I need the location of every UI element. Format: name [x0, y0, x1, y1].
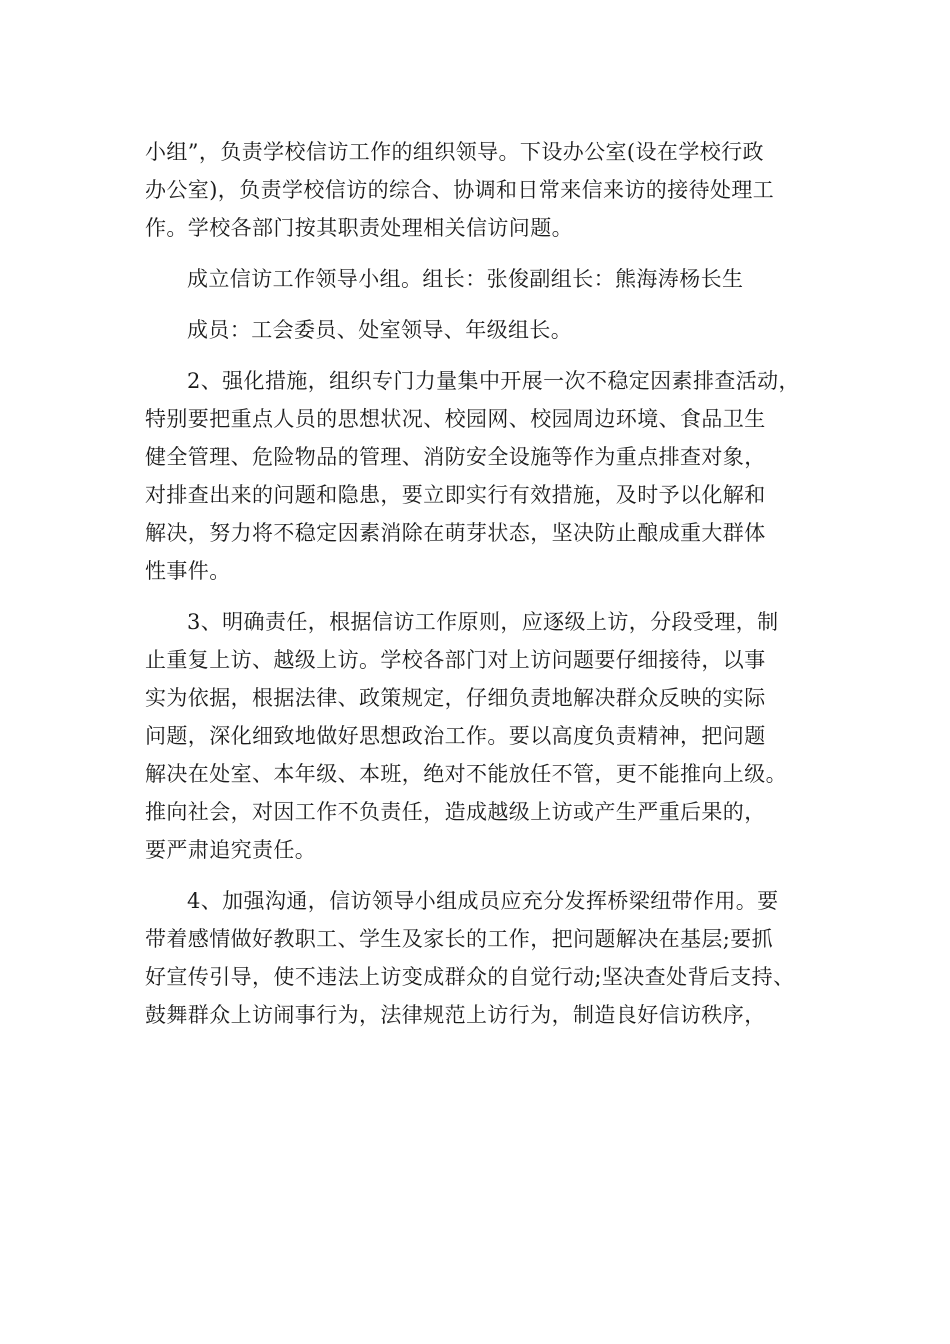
text-line: 要严肃追究责任。 — [145, 838, 317, 862]
text-line: 带着感情做好教职工、学生及家长的工作，把问题解决在基层;要抓 — [145, 927, 774, 951]
text-line: 好宣传引导，使不违法上访变成群众的自觉行动;坚决查处背后支持、 — [145, 965, 795, 989]
paragraph-item-4 — [145, 882, 825, 1034]
paragraph-members — [145, 311, 825, 349]
text-line: 作。学校各部门按其职责处理相关信访问题。 — [145, 216, 573, 240]
text-line: 问题，深化细致地做好思想政治工作。要以高度负责精神，把问题 — [145, 724, 766, 748]
text-line: 特别要把重点人员的思想状况、校园网、校园周边环境、食品卫生 — [145, 407, 766, 431]
text-line: 鼓舞群众上访闹事行为，法律规范上访行为，制造良好信访秩序， — [145, 1003, 766, 1027]
text-line: 成立信访工作领导小组。组长：张俊副组长：熊海涛杨长生 — [187, 267, 744, 291]
paragraph-item-3 — [145, 603, 825, 869]
text-line: 解决在处室、本年级、本班，绝对不能放任不管，更不能推向上级。 — [145, 762, 787, 786]
paragraph-intro — [145, 133, 825, 247]
text-line: 推向社会，对因工作不负责任，造成越级上访或产生严重后果的， — [145, 800, 766, 824]
text-line: 对排查出来的问题和隐患，要立即实行有效措施，及时予以化解和 — [145, 483, 766, 507]
text-line: 健全管理、危险物品的管理、消防安全设施等作为重点排查对象， — [145, 445, 766, 469]
text-line: 成员：工会委员、处室领导、年级组长。 — [187, 318, 573, 342]
text-line: 4、加强沟通，信访领导小组成员应充分发挥桥梁纽带作用。要 — [187, 889, 779, 913]
paragraph-leaders — [145, 260, 825, 298]
text-line: 解决，努力将不稳定因素消除在萌芽状态，坚决防止酿成重大群体 — [145, 521, 766, 545]
text-line: 2、强化措施，组织专门力量集中开展一次不稳定因素排查活动， — [187, 369, 800, 393]
text-line: 3、明确责任，根据信访工作原则，应逐级上访，分段受理，制 — [187, 610, 779, 634]
text-line: 止重复上访、越级上访。学校各部门对上访问题要仔细接待，以事 — [145, 648, 766, 672]
text-line: 实为依据，根据法律、政策规定，仔细负责地解决群众反映的实际 — [145, 686, 766, 710]
text-line: 小组”，负责学校信访工作的组织领导。下设办公室(设在学校行政 — [145, 140, 764, 164]
paragraph-item-2 — [145, 362, 825, 590]
document-body — [145, 133, 825, 1034]
text-line: 性事件。 — [145, 559, 231, 583]
text-line: 办公室)，负责学校信访的综合、协调和日常来信来访的接待处理工 — [145, 178, 775, 202]
